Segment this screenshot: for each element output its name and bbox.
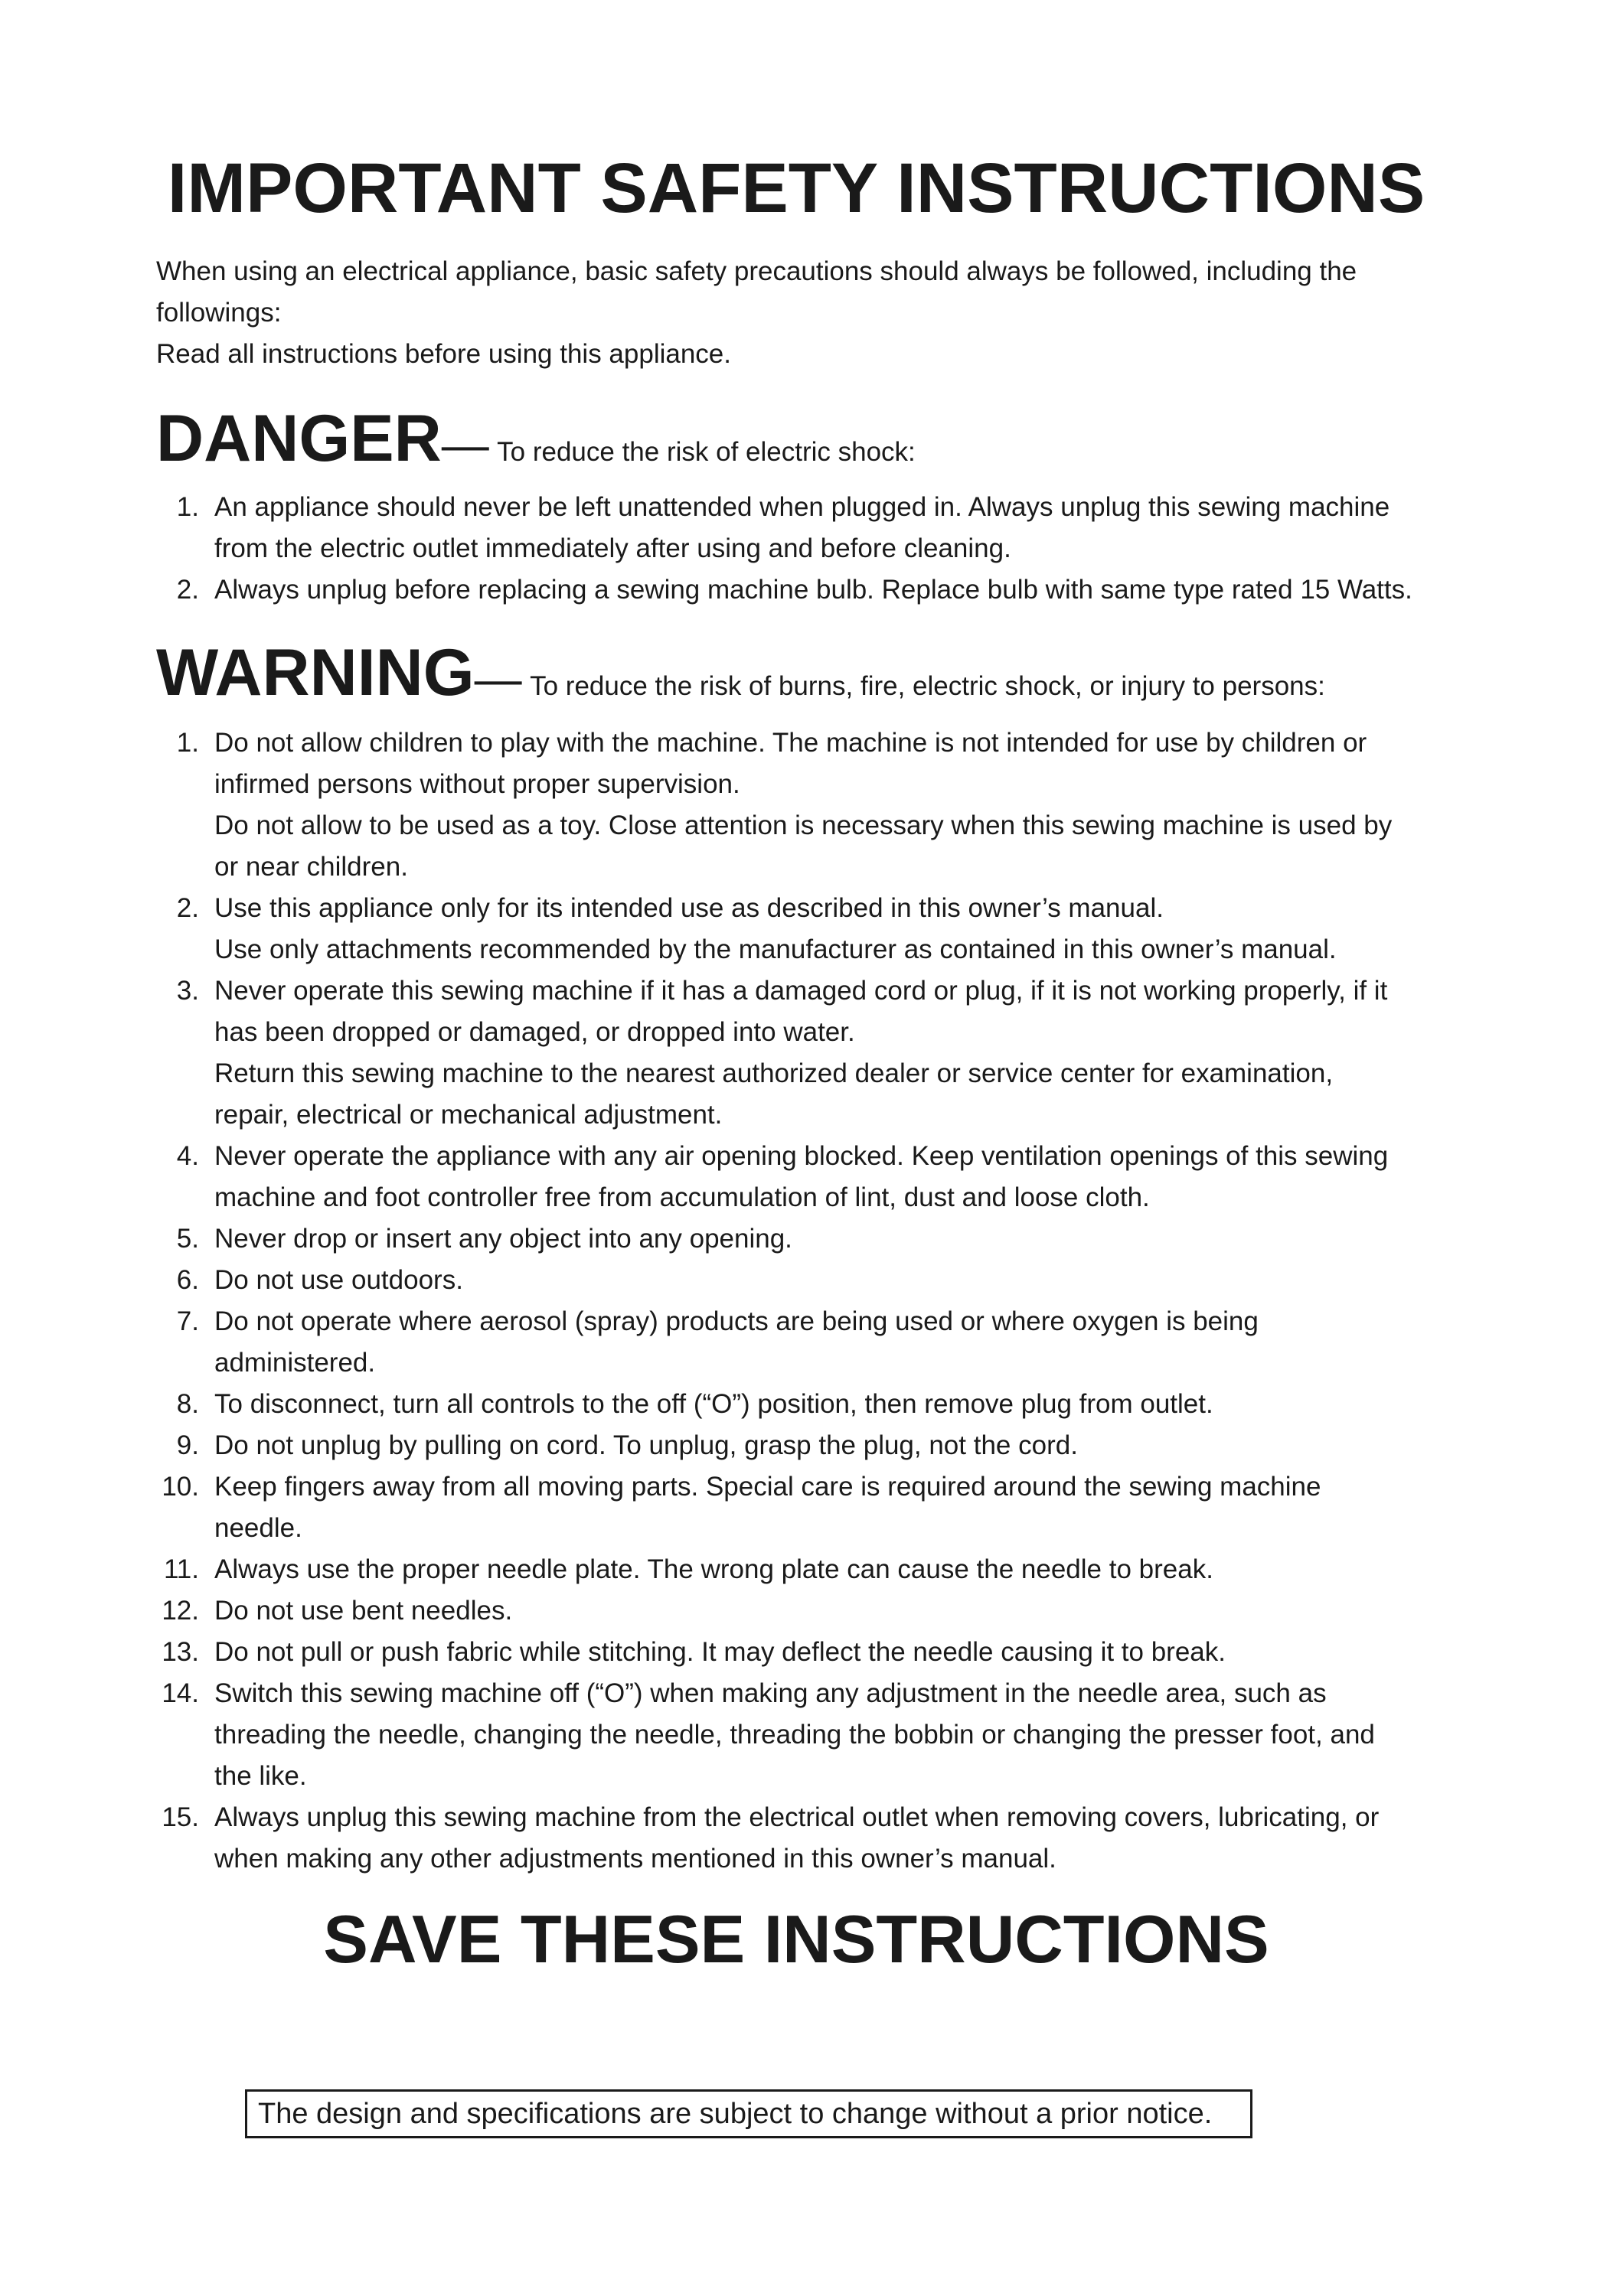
item-number: 7. bbox=[176, 1306, 199, 1336]
item-text-line: Use this appliance only for its intended use as described in this owner’s manual. bbox=[214, 893, 1164, 923]
warning-list bbox=[156, 722, 1427, 1880]
item-text-line: machine and foot controller free from accumulation of lint, dust and loose cloth. bbox=[214, 1182, 1150, 1212]
item-text-line: has been dropped or damaged, or dropped into water. bbox=[214, 1017, 855, 1047]
danger-item bbox=[156, 487, 1427, 569]
item-text-line: Never operate the appliance with any air opening blocked. Keep ventilation openings of this sewing bbox=[214, 1141, 1389, 1171]
item-number: 1. bbox=[176, 492, 199, 522]
intro-line: Read all instructions before using this appliance. bbox=[156, 339, 731, 369]
item-text-line: infirmed persons without proper supervision. bbox=[214, 769, 740, 799]
warning-item bbox=[156, 1590, 1427, 1632]
item-text-line: repair, electrical or mechanical adjustment. bbox=[214, 1100, 723, 1130]
item-number: 10. bbox=[162, 1472, 199, 1502]
item-number: 12. bbox=[162, 1596, 199, 1626]
item-text-line: Always unplug before replacing a sewing machine bulb. Replace bulb with same type rated 15 Watts. bbox=[214, 575, 1412, 605]
item-number: 1. bbox=[176, 728, 199, 758]
item-number: 9. bbox=[176, 1430, 199, 1460]
intro-line: followings: bbox=[156, 298, 282, 328]
item-number: 8. bbox=[176, 1389, 199, 1419]
item-number: 2. bbox=[176, 575, 199, 605]
item-text-line: To disconnect, turn all controls to the off (“O”) position, then remove plug from outlet. bbox=[214, 1389, 1213, 1419]
item-number: 13. bbox=[162, 1637, 199, 1667]
warning-item bbox=[156, 1466, 1427, 1549]
warning-item bbox=[156, 1218, 1427, 1260]
warning-item bbox=[156, 1384, 1427, 1425]
warning-item bbox=[156, 970, 1427, 1136]
item-number: 6. bbox=[176, 1265, 199, 1295]
item-text-line: threading the needle, changing the needle, threading the bobbin or changing the presser foot, and bbox=[214, 1720, 1375, 1750]
item-text-line: Do not use outdoors. bbox=[214, 1265, 463, 1295]
warning-word: WARNING bbox=[156, 636, 475, 709]
item-text-line: Do not allow children to play with the machine. The machine is not intended for use by children or bbox=[214, 728, 1367, 758]
danger-heading bbox=[156, 402, 1534, 475]
item-text-line: Switch this sewing machine off (“O”) when making any adjustment in the needle area, such as bbox=[214, 1678, 1327, 1708]
danger-subtitle: To reduce the risk of electric shock: bbox=[497, 437, 916, 467]
item-text-line: Keep fingers away from all moving parts. Special care is required around the sewing machine bbox=[214, 1472, 1321, 1502]
warning-item bbox=[156, 722, 1427, 888]
item-text-line: Return this sewing machine to the nearest authorized dealer or service center for examination, bbox=[214, 1058, 1334, 1088]
danger-word: DANGER bbox=[156, 402, 442, 475]
warning-dash: — bbox=[474, 653, 522, 706]
item-text-line: needle. bbox=[214, 1513, 302, 1543]
item-number: 11. bbox=[163, 1554, 199, 1584]
danger-list bbox=[156, 487, 1427, 611]
danger-dash: — bbox=[441, 419, 489, 471]
save-instructions-title: SAVE THESE INSTRUCTIONS bbox=[323, 1901, 1269, 1977]
item-text-line: Do not unplug by pulling on cord. To unplug, grasp the plug, not the cord. bbox=[214, 1430, 1078, 1460]
warning-item bbox=[156, 1797, 1427, 1880]
item-text-line: Do not operate where aerosol (spray) products are being used or where oxygen is being bbox=[214, 1306, 1259, 1336]
item-text-line: when making any other adjustments mentioned in this owner’s manual. bbox=[214, 1844, 1056, 1874]
warning-item bbox=[156, 1260, 1427, 1301]
item-text-line: the like. bbox=[214, 1761, 307, 1791]
item-text-line: Do not use bent needles. bbox=[214, 1596, 513, 1626]
item-text-line: administered. bbox=[214, 1348, 376, 1378]
item-text-line: Always use the proper needle plate. The wrong plate can cause the needle to break. bbox=[214, 1554, 1213, 1584]
danger-item bbox=[156, 569, 1427, 611]
item-number: 14. bbox=[162, 1678, 199, 1708]
warning-subtitle: To reduce the risk of burns, fire, electric shock, or injury to persons: bbox=[530, 671, 1325, 701]
page-title: IMPORTANT SAFETY INSTRUCTIONS bbox=[167, 149, 1425, 227]
item-text-line: Always unplug this sewing machine from the electrical outlet when removing covers, lubricating, or bbox=[214, 1802, 1380, 1832]
warning-item bbox=[156, 888, 1427, 970]
notice-box: The design and specifications are subject to change without a prior notice. bbox=[245, 2089, 1252, 2138]
item-text-line: Do not allow to be used as a toy. Close attention is necessary when this sewing machine is used by bbox=[214, 810, 1393, 840]
warning-heading bbox=[156, 636, 1534, 709]
item-text-line: Never drop or insert any object into any opening. bbox=[214, 1224, 792, 1254]
warning-item bbox=[156, 1136, 1427, 1218]
warning-item bbox=[156, 1673, 1427, 1797]
warning-item bbox=[156, 1632, 1427, 1673]
item-number: 4. bbox=[176, 1141, 199, 1171]
item-number: 5. bbox=[176, 1224, 199, 1254]
item-number: 2. bbox=[176, 893, 199, 923]
warning-item bbox=[156, 1425, 1427, 1466]
warning-item bbox=[156, 1301, 1427, 1384]
item-text-line: An appliance should never be left unattended when plugged in. Always unplug this sewing machine bbox=[214, 492, 1390, 522]
item-text-line: Do not pull or push fabric while stitching. It may deflect the needle causing it to break. bbox=[214, 1637, 1226, 1667]
item-text-line: Never operate this sewing machine if it has a damaged cord or plug, if it is not working properly, if it bbox=[214, 976, 1388, 1006]
intro-line: When using an electrical appliance, basic safety precautions should always be followed, including the bbox=[156, 256, 1357, 286]
item-number: 3. bbox=[176, 976, 199, 1006]
item-text-line: or near children. bbox=[214, 852, 408, 882]
warning-item bbox=[156, 1549, 1427, 1590]
item-number: 15. bbox=[162, 1802, 199, 1832]
item-text-line: from the electric outlet immediately after using and before cleaning. bbox=[214, 533, 1011, 563]
item-text-line: Use only attachments recommended by the manufacturer as contained in this owner’s manual. bbox=[214, 934, 1337, 964]
intro-text bbox=[156, 251, 1427, 375]
